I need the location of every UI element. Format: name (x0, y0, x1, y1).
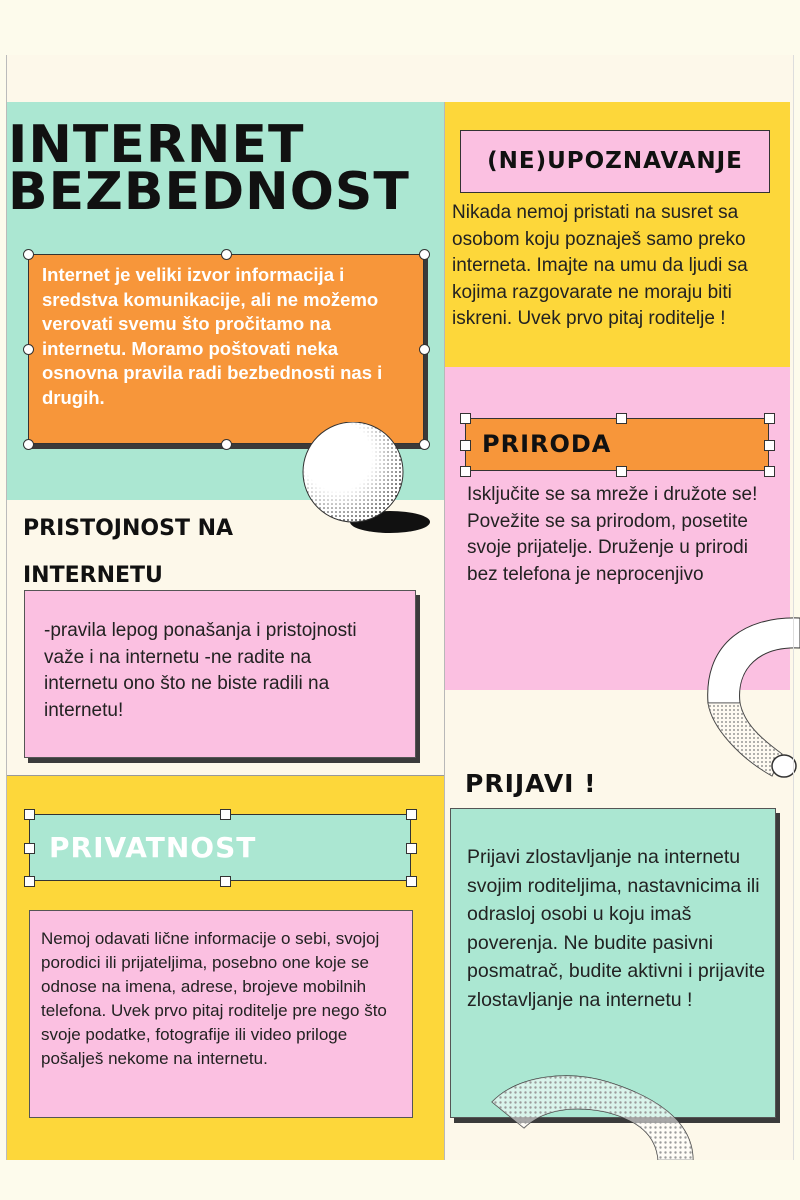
neupoznavanje-text: Nikada nemoj pristati na susret sa osobom koju poznaješ samo preko interneta. Imajte na umu da ljudi sa kojima razgovarate ne moraju biti iskreni. Uvek prvo pitaj roditelje ! (452, 202, 748, 329)
resize-handle[interactable] (406, 843, 417, 854)
resize-handle[interactable] (23, 344, 34, 355)
resize-handle[interactable] (23, 439, 34, 450)
priroda-heading: PRIRODA (482, 430, 612, 458)
resize-handle[interactable] (460, 466, 471, 477)
prijavi-text: Prijavi zlostavljanje na internetu svojim roditeljima, nastavnicima ili odrasloj osobi u koju imaš poverenja. Ne budite pasivni posmatrač, budite aktivni i prijavite zlostavljanje na internetu ! (467, 846, 766, 1011)
panel-divider (6, 775, 444, 776)
pristojnost-card (24, 590, 416, 758)
neupoznavanje-heading: (NE)UPOZNAVANJE (487, 148, 743, 174)
neupoznavanje-heading-box (460, 130, 770, 193)
resize-handle[interactable] (221, 249, 232, 260)
resize-handle[interactable] (460, 440, 471, 451)
resize-handle[interactable] (419, 344, 430, 355)
pristojnost-heading (23, 505, 423, 599)
resize-handle[interactable] (764, 440, 775, 451)
priroda-heading-box[interactable] (465, 418, 769, 471)
pristojnost-heading-line1: PRISTOJNOST NA (23, 516, 234, 541)
squiggle-shape (488, 1060, 698, 1160)
page-title (8, 115, 448, 222)
page-title-line1: INTERNET (8, 115, 305, 175)
resize-handle[interactable] (616, 466, 627, 477)
resize-handle[interactable] (24, 809, 35, 820)
resize-handle[interactable] (24, 843, 35, 854)
privatnost-heading: PRIVATNOST (49, 831, 257, 864)
privatnost-card (29, 910, 413, 1118)
privatnost-text: Nemoj odavati lične informacije o sebi, svojoj porodici ili prijateljima, posebno one koje se odnose na imena, adrese, brojeve mobilnih telefona. Uvek prvo pitaj roditelje pre nego što svoje podatke, fotografije ili video priloge pošalješ nekome na internetu. (41, 929, 387, 1068)
pristojnost-heading-line2: INTERNETU (23, 563, 163, 588)
arch-shape (700, 608, 800, 784)
resize-handle[interactable] (221, 439, 232, 450)
pristojnost-text: -pravila lepog ponašanja i pristojnosti važe i na internetu -ne radite na internetu ono što ne biste radili na internetu! (44, 620, 357, 721)
resize-handle[interactable] (419, 249, 430, 260)
resize-handle[interactable] (220, 809, 231, 820)
resize-handle[interactable] (616, 413, 627, 424)
column-divider (444, 102, 445, 1160)
intro-box[interactable] (28, 254, 424, 444)
resize-handle[interactable] (764, 466, 775, 477)
resize-handle[interactable] (406, 809, 417, 820)
resize-handle[interactable] (24, 876, 35, 887)
resize-handle[interactable] (23, 249, 34, 260)
resize-handle[interactable] (460, 413, 471, 424)
intro-text: Internet je veliki izvor informacija i sredstva komunikacije, ali ne možemo verovati svemu što pročitamo na internetu. Moramo poštovati neka osnovna pravila radi bezbednosti nas i drugih. (42, 264, 383, 408)
resize-handle[interactable] (406, 876, 417, 887)
privatnost-heading-box[interactable] (29, 814, 411, 881)
prijavi-heading: PRIJAVI ! (465, 769, 597, 798)
priroda-text: Isključite se sa mreže i družote se! Povežite se sa prirodom, posetite svoje prijatelje. Druženje u prirodi bez telefona je neprocenjivo (467, 484, 758, 585)
resize-handle[interactable] (764, 413, 775, 424)
page-title-line2: BEZBEDNOST (8, 162, 410, 222)
resize-handle[interactable] (220, 876, 231, 887)
